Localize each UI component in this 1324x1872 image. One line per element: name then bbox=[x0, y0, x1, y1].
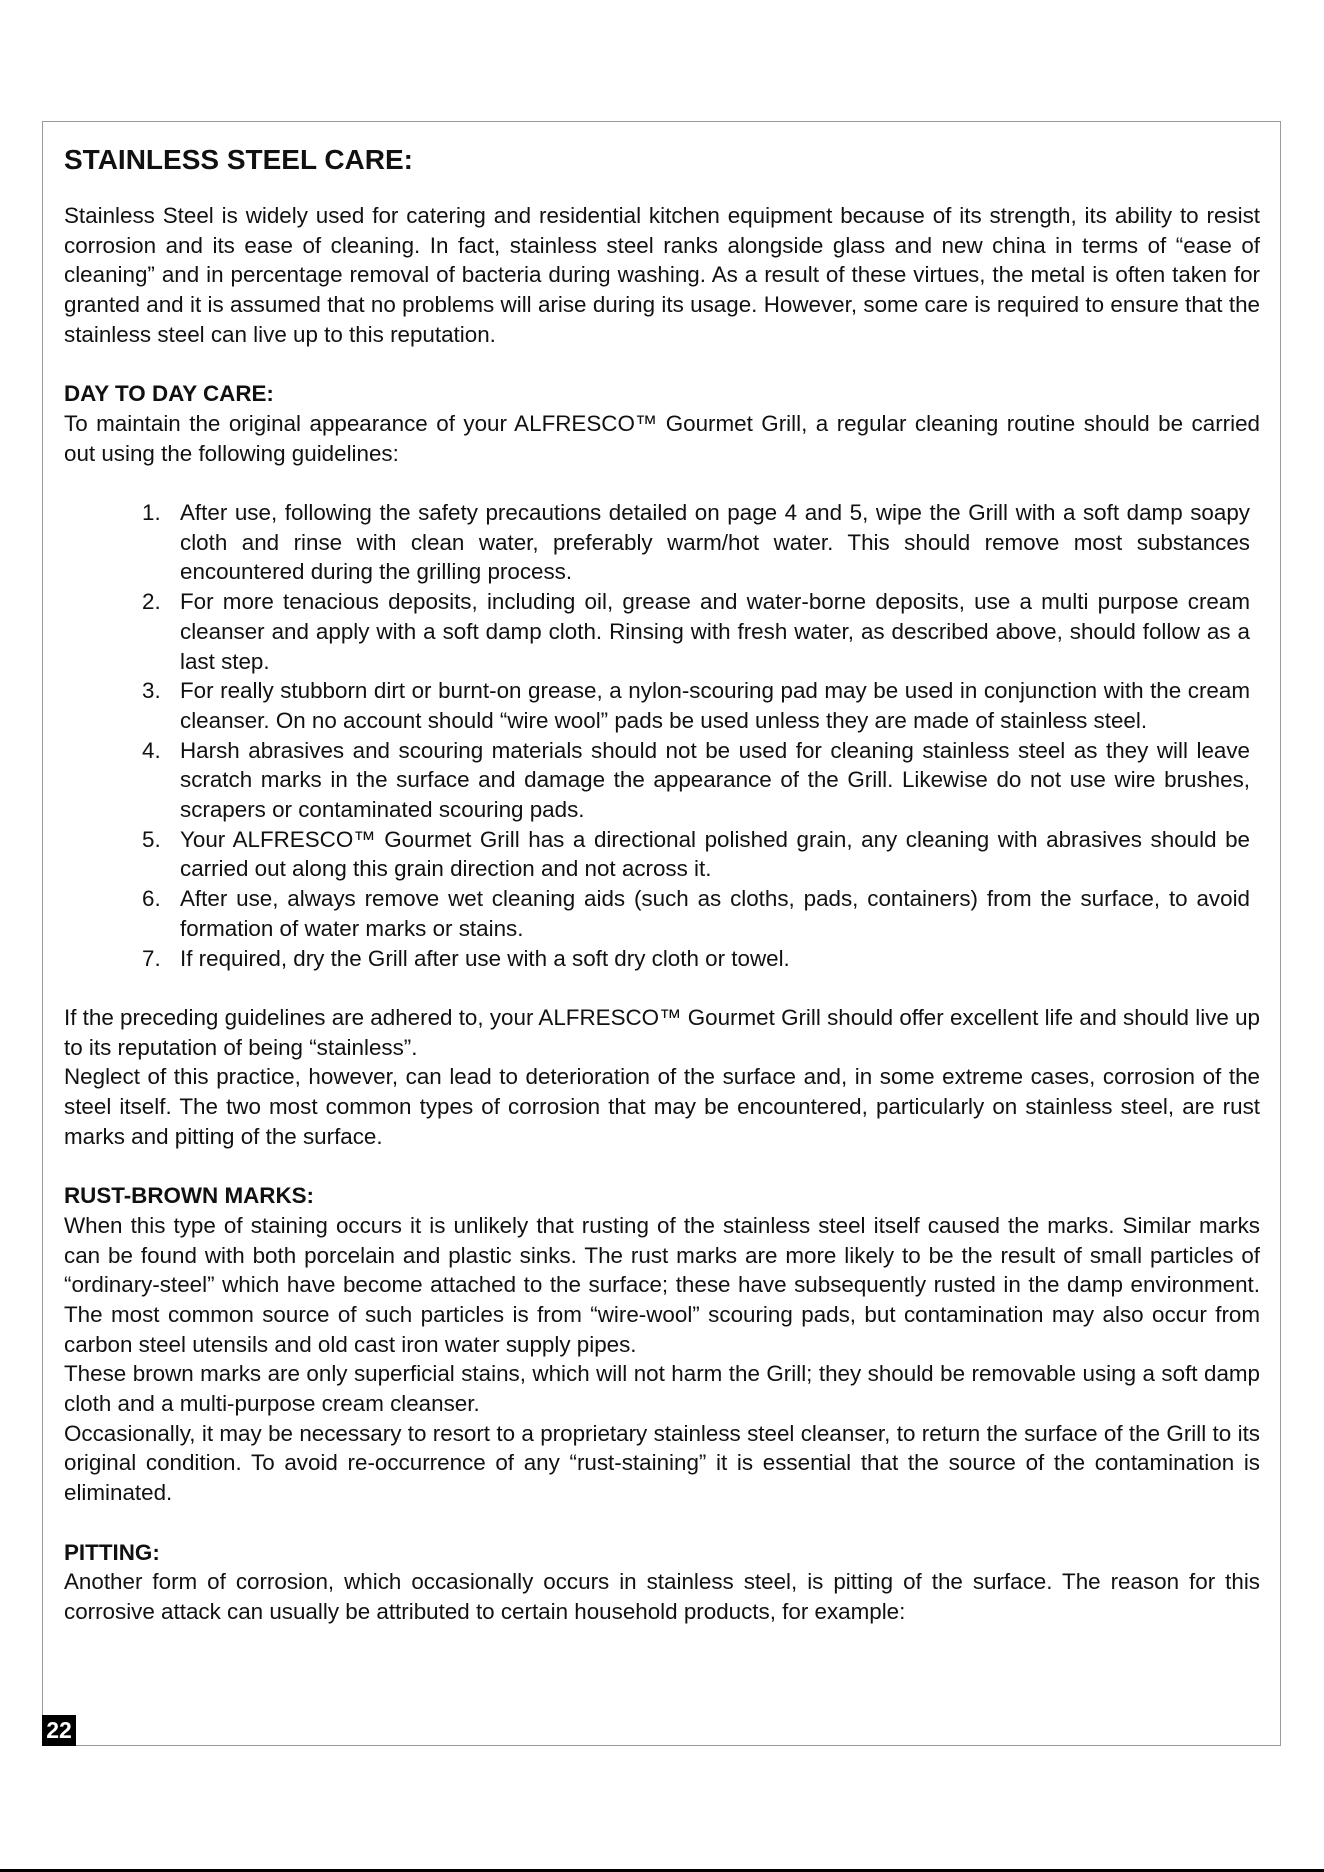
spacer bbox=[64, 973, 1260, 1003]
rust-paragraph-1: When this type of staining occurs it is unlikely that rusting of the stainless steel itself caused the marks. Similar marks can be found with both porcelain and plastic sinks. The rust marks are more likely to be the result of small particles of “ordinary-steel” which have become attached to the surface; these have subsequently rusted in the damp environment. The most common source of such particles is from “wire-wool” scouring pads, but contamination may also occur from carbon steel utensils and old cast iron water supply pipes. bbox=[64, 1212, 1260, 1357]
list-item bbox=[142, 944, 1250, 974]
pitting-heading: PITTING: bbox=[64, 1539, 160, 1565]
list-item-text: Your ALFRESCO™ Gourmet Grill has a directional polished grain, any cleaning with abrasives should be carried out along this grain direction and not across it. bbox=[180, 826, 1250, 882]
list-item-number: 3. bbox=[142, 678, 161, 704]
spacer bbox=[64, 468, 1260, 498]
rust-paragraph-3: Occasionally, it may be necessary to resort to a proprietary stainless steel cleanser, to return the surface of the Grill to its original condition. To avoid re-occurrence of any “rust-staining” it is essential that the source of the contamination is eliminated. bbox=[64, 1420, 1260, 1506]
rust-marks-heading: RUST-BROWN MARKS: bbox=[64, 1183, 315, 1209]
list-item bbox=[142, 587, 1250, 676]
list-item-number: 7. bbox=[142, 945, 161, 971]
page-title: STAINLESS STEEL CARE: bbox=[64, 144, 414, 175]
list-item-text: For really stubborn dirt or burnt-on grease, a nylon-scouring pad may be used in conjunction with the cream cleanser. On no account should “wire wool” pads be used unless they are made of stainless steel. bbox=[180, 678, 1250, 733]
list-item bbox=[142, 884, 1250, 943]
page-number: 22 bbox=[42, 1715, 76, 1746]
day-to-day-text: To maintain the original appearance of your ALFRESCO™ Gourmet Grill, a regular cleaning routine should be carried out using the following guidelines: bbox=[64, 410, 1260, 466]
list-item-text: After use, following the safety precautions detailed on page 4 and 5, wipe the Grill with a soft damp soapy cloth and rinse with clean water, preferably warm/hot water. This should remove most substances encountered during the grilling process. bbox=[180, 500, 1250, 585]
list-item-number: 4. bbox=[142, 737, 161, 763]
list-item-text: If required, dry the Grill after use with a soft dry cloth or towel. bbox=[180, 945, 790, 971]
list-item bbox=[142, 498, 1250, 587]
cleaning-guidelines-list bbox=[64, 498, 1250, 973]
list-item-number: 1. bbox=[142, 500, 161, 525]
list-item-text: After use, always remove wet cleaning aids (such as cloths, pads, containers) from the surface, to avoid formation of water marks or stains. bbox=[180, 886, 1250, 941]
list-item bbox=[142, 676, 1250, 735]
list-item bbox=[142, 736, 1250, 825]
list-item bbox=[142, 825, 1250, 884]
spacer bbox=[64, 350, 1260, 380]
spacer bbox=[64, 1508, 1260, 1538]
pitting-paragraph: Another form of corrosion, which occasionally occurs in stainless steel, is pitting of the surface. The reason for this corrosive attack can usually be attributed to certain household products, for example: bbox=[64, 1569, 1260, 1624]
list-item-text: For more tenacious deposits, including oil, grease and water-borne deposits, use a multi purpose cream cleanser and apply with a soft damp cloth. Rinsing with fresh water, as described above, should follow as a last step. bbox=[180, 589, 1250, 674]
spacer bbox=[64, 1151, 1260, 1181]
intro-paragraph: Stainless Steel is widely used for catering and residential kitchen equipment because of its strength, its ability to resist corrosion and its ease of cleaning. In fact, stainless steel ranks alongside glass and new china in terms of “ease of cleaning” and in percentage removal of bacteria during washing. As a result of these virtues, the metal is often taken for granted and it is assumed that no problems will arise during its usage. However, some care is required to ensure that the stainless steel can live up to this reputation. bbox=[64, 203, 1260, 347]
list-item-number: 5. bbox=[142, 826, 161, 852]
list-item-number: 6. bbox=[142, 886, 161, 912]
rust-paragraph-2: These brown marks are only superficial stains, which will not harm the Grill; they should be removable using a soft damp cloth and a multi-purpose cream cleanser. bbox=[64, 1361, 1260, 1417]
day-to-day-heading: DAY TO DAY CARE: bbox=[64, 381, 274, 407]
neglect-paragraph: Neglect of this practice, however, can lead to deterioration of the surface and, in some extreme cases, corrosion of the steel itself. The two most common types of corrosion that may be encountered, particularly on stainless steel, are rust marks and pitting of the surface. bbox=[64, 1064, 1260, 1149]
guidelines-outcome-paragraph: If the preceding guidelines are adhered to, your ALFRESCO™ Gourmet Grill should offer excellent life and should live up to its reputation of being “stainless”. bbox=[64, 1004, 1260, 1060]
list-item-text: Harsh abrasives and scouring materials should not be used for cleaning stainless steel as they will leave scratch marks in the surface and damage the appearance of the Grill. Likewise do not use wire brushes, scrapers or contaminated scouring pads. bbox=[180, 737, 1250, 823]
document-body bbox=[64, 142, 1260, 1627]
list-item-number: 2. bbox=[142, 589, 161, 615]
